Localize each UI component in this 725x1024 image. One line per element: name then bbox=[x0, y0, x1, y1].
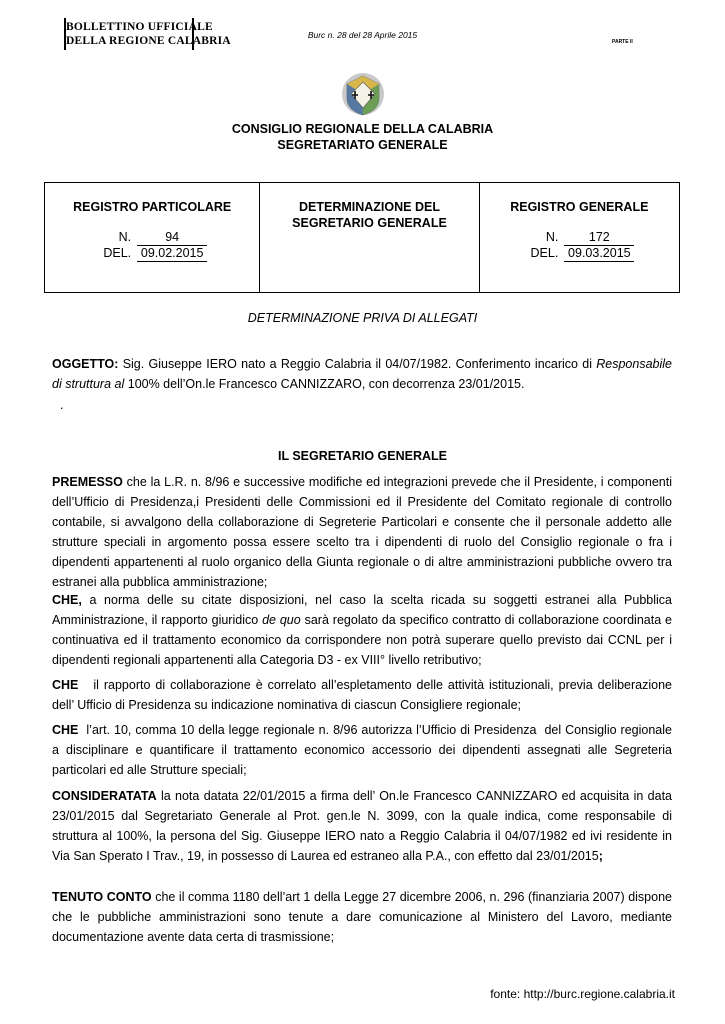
paragraph-lead: CONSIDERATATA bbox=[52, 789, 157, 803]
number-label: N. bbox=[545, 230, 559, 244]
che-paragraph-1 bbox=[52, 590, 672, 670]
oggetto-text2: 100% dell’On.le Francesco CANNIZZARO, con decorrenza 23/01/2015. bbox=[124, 377, 525, 391]
paragraph-text: che il comma 1180 dell’art 1 della Legge 27 dicembre 2006, n. 296 (finanziaria 2007) dispone che le pubbliche amministrazioni sono tenute a dare comunicazione al Ministero del Lavoro, mediante documentazione avente data certa di trasmissione; bbox=[52, 890, 672, 944]
premesso-paragraph bbox=[52, 472, 672, 592]
paragraph-lead: CHE bbox=[52, 723, 79, 737]
no-attachments-subtitle: DETERMINAZIONE PRIVA DI ALLEGATI bbox=[247, 311, 478, 325]
registro-particolare-number-row bbox=[45, 229, 259, 246]
che-paragraph-3 bbox=[52, 720, 676, 780]
section-title: IL SEGRETARIO GENERALE bbox=[277, 449, 447, 463]
determinazione-line2: SEGRETARIO GENERALE bbox=[292, 216, 447, 230]
paragraph-text: il rapporto di collaborazione è correlato all’espletamento delle attività istituzionali, previa deliberazione dell’ Ufficio di Presidenza su indicazione nominativa di ciascun Consigliere regionale; bbox=[52, 678, 676, 712]
registro-particolare-date: 09.02.2015 bbox=[137, 245, 207, 262]
stray-dot: . bbox=[60, 398, 64, 412]
registro-particolare-number: 94 bbox=[137, 229, 207, 246]
registro-particolare-date-row bbox=[45, 245, 259, 262]
registro-generale-date: 09.03.2015 bbox=[564, 245, 634, 262]
determinazione-cell bbox=[259, 183, 478, 292]
source-footer: fonte: http://burc.regione.calabria.it bbox=[490, 987, 675, 1001]
paragraph-tail: ; bbox=[598, 849, 603, 863]
oggetto-label: OGGETTO: bbox=[52, 357, 119, 371]
parte-label: PARTE II bbox=[612, 39, 633, 45]
date-label: DEL. bbox=[103, 246, 132, 260]
paragraph-lead: CHE bbox=[52, 678, 79, 692]
paragraph-text: che la L.R. n. 8/96 e successive modifiche ed integrazioni prevede che il Presidente, i componenti dell’Ufficio di Presidenza,i Presidenti delle Commissioni ed il Presidente del Comitato regionale di controllo contabile, si avvalgono della collaborazione di Segreterie Particolari e consente che il personale addetto alle strutture speciali in argomento possa essere scelto tra i dipendenti di ruolo del Consiglio regionale o fra i dipendenti appartenenti al ruolo organico della Giunta regionale o di altre amministrazioni pubbliche ovvero tra estranei alla pubblica amministrazione; bbox=[52, 475, 672, 589]
registry-table bbox=[44, 182, 680, 293]
paragraph-lead: TENUTO CONTO bbox=[52, 890, 152, 904]
tenuto-conto-paragraph bbox=[52, 887, 672, 947]
registro-generale-number-row bbox=[480, 229, 679, 246]
registro-particolare-cell bbox=[45, 183, 259, 292]
paragraph-lead: CHE, bbox=[52, 593, 82, 607]
determinazione-title bbox=[260, 199, 478, 231]
department-name: SEGRETARIATO GENERALE bbox=[277, 138, 448, 152]
determinazione-line1: DETERMINAZIONE DEL bbox=[298, 200, 440, 214]
oggetto-paragraph bbox=[52, 354, 672, 394]
che-paragraph-2 bbox=[52, 675, 676, 715]
paragraph-text-cont: sarà regolato da specifico contratto di collaborazione coordinata e continuativa ed il trattamento economico da corrispondere non potrà superare quello previsto dai CCNL per i dipendenti regionali appartenenti alla Categoria D3 - ex VIII° livello retributivo; bbox=[52, 613, 672, 667]
registro-generale-cell bbox=[479, 183, 679, 292]
registro-generale-title: REGISTRO GENERALE bbox=[510, 200, 649, 214]
oggetto-text1: Sig. Giuseppe IERO nato a Reggio Calabria il 04/07/1982. Conferimento incarico di bbox=[118, 357, 597, 371]
oggetto-italic: Responsabile di struttura al bbox=[52, 357, 672, 391]
consideratata-paragraph bbox=[52, 786, 672, 866]
burc-issue: Burc n. 28 del 28 Aprile 2015 bbox=[307, 30, 418, 40]
paragraph-italic: de quo bbox=[262, 613, 301, 627]
paragraph-text: la nota datata 22/01/2015 a firma dell’ On.le Francesco CANNIZZARO ed acquisita in data 23/01/2015 dal Segretariato Generale al Prot. gen.le N. 3099, con la quale indica, come responsabile di struttura al 100%, la persona del Sig. Giuseppe IERO nato a Reggio Calabria il 04/07/1982 ed ivi residente in Via San Sperato I Trav., 19, in possesso di Laurea ed estraneo alla P.A., con effetto dal 23/01/2015 bbox=[52, 789, 672, 863]
paragraph-text: l’art. 10, comma 10 della legge regionale n. 8/96 autorizza l’Ufficio di Presidenza del Consiglio regionale a disciplinare e quantificare il trattamento economico accessorio dei dipendenti assegnati alle Segreteria particolari ed alle Strutture speciali; bbox=[52, 723, 676, 777]
masthead-line1: BOLLETTINO UFFICIALE bbox=[66, 21, 213, 33]
number-label: N. bbox=[118, 230, 132, 244]
registro-generale-date-row bbox=[480, 245, 679, 262]
registro-generale-number: 172 bbox=[564, 229, 634, 246]
paragraph-text: a norma delle su citate disposizioni, nel caso la scelta ricada su soggetti estranei alla Pubblica Amministrazione, il rapporto giuridico bbox=[52, 593, 672, 627]
calabria-emblem-icon bbox=[341, 70, 385, 118]
date-label: DEL. bbox=[530, 246, 559, 260]
paragraph-lead: PREMESSO bbox=[52, 475, 123, 489]
registro-particolare-title: REGISTRO PARTICOLARE bbox=[73, 200, 232, 214]
council-name: CONSIGLIO REGIONALE DELLA CALABRIA bbox=[231, 122, 494, 136]
masthead-line2: DELLA REGIONE CALABRIA bbox=[66, 35, 231, 47]
